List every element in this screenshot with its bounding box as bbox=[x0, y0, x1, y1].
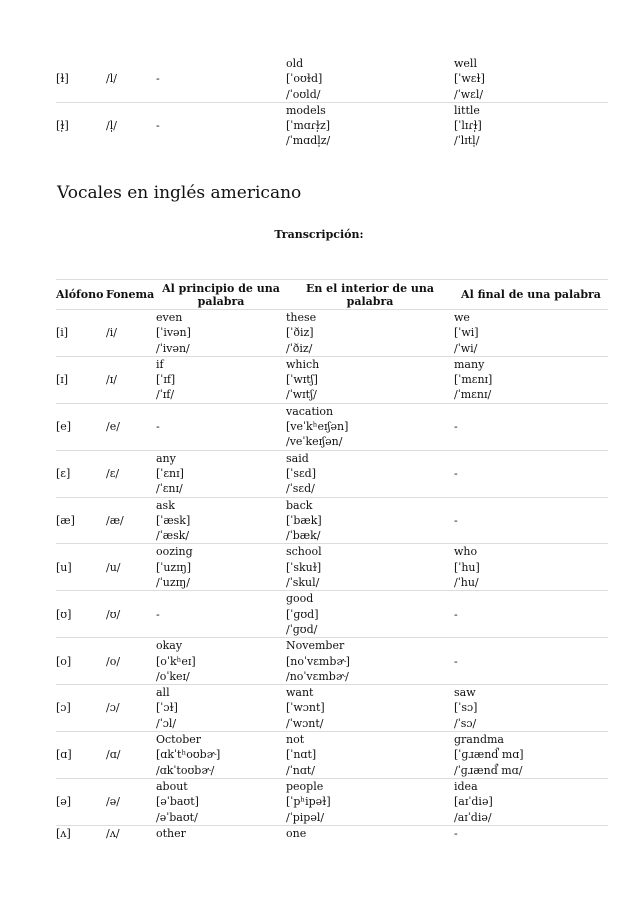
cell-line: [ˈhu] bbox=[454, 560, 480, 574]
cell-line: /ˈæsk/ bbox=[156, 529, 190, 543]
cell-line: - bbox=[454, 466, 458, 480]
cell-line: /ˈbæk/ bbox=[286, 529, 321, 543]
cell-line: [ˈɔɫ] bbox=[156, 701, 178, 715]
cell-text: /o/ bbox=[106, 654, 121, 668]
table-row bbox=[56, 732, 608, 779]
word-middle-cell bbox=[286, 310, 454, 357]
header-word-start: Al principio de una palabra bbox=[162, 281, 280, 308]
laterals-table-continuation bbox=[56, 56, 608, 149]
cell-line: - bbox=[156, 420, 160, 434]
phoneme-cell bbox=[106, 638, 156, 685]
cell-text: [o] bbox=[56, 654, 72, 668]
phoneme-cell bbox=[106, 778, 156, 825]
cell-line: /ˈsɛd/ bbox=[286, 482, 315, 496]
cell-text: [æ] bbox=[56, 513, 75, 527]
cell-line: /ɑkˈtoʊbɚ/ bbox=[156, 763, 215, 777]
cell-line: - bbox=[156, 607, 160, 621]
cell-line: /ˈɡʊd/ bbox=[286, 622, 318, 636]
cell-line: [ˈwɪtʃ] bbox=[286, 373, 318, 387]
cell-line: /ˈɪf/ bbox=[156, 388, 175, 402]
cell-line: these bbox=[286, 311, 317, 324]
cell-line: /ˈðiz/ bbox=[286, 341, 313, 355]
cell-text: /ɑ/ bbox=[106, 748, 121, 762]
cell-line: /ˈwɛl/ bbox=[454, 87, 484, 101]
phoneme-cell bbox=[106, 356, 156, 403]
word-end-cell bbox=[454, 732, 608, 779]
word-middle-cell bbox=[286, 356, 454, 403]
cell-line: [ˈbæk] bbox=[286, 513, 322, 527]
cell-line: /ˈɛnɪ/ bbox=[156, 482, 183, 496]
cell-line: /ˈuzɪŋ/ bbox=[156, 576, 190, 590]
header-word-end: Al final de una palabra bbox=[461, 288, 601, 301]
word-middle-cell bbox=[286, 403, 454, 450]
word-end-cell bbox=[454, 450, 608, 497]
word-start-cell bbox=[156, 356, 286, 403]
vowels-table-header bbox=[56, 280, 608, 310]
cell-line: [ˈwɛɫ] bbox=[454, 72, 485, 86]
cell-line: /veˈkeɪʃən/ bbox=[286, 435, 343, 449]
cell-line: /ˈɔl/ bbox=[156, 716, 177, 730]
cell-line: - bbox=[156, 72, 160, 86]
cell-line: [ˈoʊɫd] bbox=[286, 72, 323, 86]
cell-text: [ə] bbox=[56, 795, 72, 809]
cell-line: /ˈskul/ bbox=[286, 576, 320, 590]
word-end-cell bbox=[454, 638, 608, 685]
table-row bbox=[56, 450, 608, 497]
cell-line: well bbox=[454, 57, 477, 70]
cell-text: /ʊ/ bbox=[106, 607, 121, 621]
word-middle-cell bbox=[286, 497, 454, 544]
header-allophone: Alófono bbox=[56, 288, 104, 301]
cell-line: - bbox=[454, 826, 458, 840]
cell-line: - bbox=[454, 513, 458, 527]
word-start-cell bbox=[156, 544, 286, 591]
table-row bbox=[56, 356, 608, 403]
cell-line: [ˈlɪɾɫ̩] bbox=[454, 119, 482, 133]
allophone-cell bbox=[56, 356, 106, 403]
section-heading: Vocales en inglés americano bbox=[57, 183, 302, 203]
cell-line: /ˈwɪtʃ/ bbox=[286, 388, 317, 402]
allophone-cell bbox=[56, 102, 106, 148]
cell-line: [ɑkˈtʰoʊbɚ] bbox=[156, 748, 221, 762]
cell-text: [u] bbox=[56, 560, 72, 574]
cell-text: /ɛ/ bbox=[106, 466, 120, 480]
cell-line: [ˈɛnɪ] bbox=[156, 466, 184, 480]
cell-line: /ˈwɔnt/ bbox=[286, 716, 324, 730]
word-end-cell bbox=[454, 685, 608, 732]
word-middle-cell bbox=[286, 56, 454, 102]
phoneme-cell bbox=[106, 310, 156, 357]
word-start-cell bbox=[156, 732, 286, 779]
word-middle-cell bbox=[286, 102, 454, 148]
word-end-cell bbox=[454, 403, 608, 450]
cell-line: /noˈvɛmbɚ/ bbox=[286, 669, 349, 683]
cell-line: [ˈwi] bbox=[454, 326, 479, 340]
cell-line: [əˈbaʊt] bbox=[156, 795, 199, 809]
cell-line: other bbox=[156, 826, 186, 840]
word-start-cell bbox=[156, 778, 286, 825]
cell-line: oozing bbox=[156, 545, 193, 559]
cell-line: /ˈmɛnɪ/ bbox=[454, 388, 492, 402]
phoneme-cell bbox=[106, 56, 156, 102]
allophone-cell bbox=[56, 497, 106, 544]
cell-line: [ˈsɛd] bbox=[286, 466, 316, 480]
cell-line: want bbox=[286, 686, 314, 700]
cell-line: models bbox=[286, 103, 326, 117]
cell-line: [oˈkʰeɪ] bbox=[156, 654, 196, 668]
table-row bbox=[56, 825, 608, 841]
word-start-cell bbox=[156, 685, 286, 732]
table-row bbox=[56, 56, 608, 102]
cell-text: /ɪ/ bbox=[106, 373, 117, 387]
allophone-cell bbox=[56, 591, 106, 638]
cell-line: [ˈivən] bbox=[156, 326, 191, 340]
cell-line: - bbox=[454, 420, 458, 434]
cell-line: not bbox=[286, 733, 305, 747]
cell-line: [aɪˈdiə] bbox=[454, 795, 493, 809]
cell-line: [ˈɡɹænd̚ mɑ] bbox=[454, 748, 524, 762]
cell-text: /ʌ/ bbox=[106, 826, 120, 840]
cell-line: October bbox=[156, 733, 202, 747]
cell-line: /ˈmɑdl̩z/ bbox=[286, 134, 331, 148]
header-word-middle: En el interior de una palabra bbox=[305, 281, 435, 308]
cell-text: /e/ bbox=[106, 420, 120, 434]
word-end-cell bbox=[454, 102, 608, 148]
cell-line: /ˈnɑt/ bbox=[286, 763, 315, 777]
cell-line: [noˈvɛmbɚ] bbox=[286, 654, 350, 668]
cell-line: /oˈkeɪ/ bbox=[156, 669, 190, 683]
phoneme-cell bbox=[106, 685, 156, 732]
cell-line: any bbox=[156, 451, 176, 465]
cell-line: [ˈuzɪŋ] bbox=[156, 560, 192, 574]
phoneme-cell bbox=[106, 450, 156, 497]
cell-text: /u/ bbox=[106, 560, 121, 574]
cell-line: [ˈwɔnt] bbox=[286, 701, 325, 715]
cell-line: many bbox=[454, 357, 485, 371]
cell-text: [ɑ] bbox=[56, 748, 72, 762]
cell-line: ask bbox=[156, 498, 175, 512]
cell-line: back bbox=[286, 498, 313, 512]
cell-line: idea bbox=[454, 779, 478, 793]
word-middle-cell bbox=[286, 638, 454, 685]
word-start-cell bbox=[156, 825, 286, 841]
cell-line: November bbox=[286, 639, 345, 653]
cell-line: [ˈmɛnɪ] bbox=[454, 373, 493, 387]
word-start-cell bbox=[156, 403, 286, 450]
cell-line: school bbox=[286, 545, 322, 559]
cell-text: /l/ bbox=[106, 72, 117, 86]
phoneme-cell bbox=[106, 732, 156, 779]
word-middle-cell bbox=[286, 591, 454, 638]
phoneme-cell bbox=[106, 591, 156, 638]
cell-line: [ˈɡʊd] bbox=[286, 607, 319, 621]
table-row bbox=[56, 544, 608, 591]
cell-line: [ˈpʰipəɫ] bbox=[286, 795, 331, 809]
word-end-cell bbox=[454, 310, 608, 357]
word-middle-cell bbox=[286, 450, 454, 497]
allophone-cell bbox=[56, 638, 106, 685]
cell-line: [ˈskuɫ] bbox=[286, 560, 322, 574]
cell-line: good bbox=[286, 592, 314, 606]
phoneme-cell bbox=[106, 497, 156, 544]
word-middle-cell bbox=[286, 685, 454, 732]
cell-text: [ʊ] bbox=[56, 607, 72, 621]
cell-line: if bbox=[156, 357, 164, 371]
header-phoneme: Fonema bbox=[106, 288, 155, 301]
cell-line: [ˈðiz] bbox=[286, 326, 314, 340]
word-end-cell bbox=[454, 825, 608, 841]
word-middle-cell bbox=[286, 778, 454, 825]
cell-line: who bbox=[454, 545, 478, 559]
cell-line: /ˈwi/ bbox=[454, 341, 478, 355]
word-start-cell bbox=[156, 591, 286, 638]
cell-line: which bbox=[286, 357, 320, 371]
cell-line: we bbox=[454, 311, 470, 324]
table-row bbox=[56, 685, 608, 732]
cell-text: [ɔ] bbox=[56, 701, 71, 715]
cell-text: [i] bbox=[56, 326, 69, 340]
cell-line: /ˈhu/ bbox=[454, 576, 479, 590]
cell-text: [ɛ] bbox=[56, 466, 71, 480]
cell-line: /ˈpipəl/ bbox=[286, 810, 325, 824]
table-row bbox=[56, 497, 608, 544]
word-start-cell bbox=[156, 310, 286, 357]
word-start-cell bbox=[156, 56, 286, 102]
cell-text: [e] bbox=[56, 420, 72, 434]
cell-line: okay bbox=[156, 639, 183, 653]
cell-line: [ˈɪf] bbox=[156, 373, 176, 387]
allophone-cell bbox=[56, 825, 106, 841]
allophone-cell bbox=[56, 403, 106, 450]
cell-line: grandma bbox=[454, 733, 504, 747]
cell-line: about bbox=[156, 779, 188, 793]
allophone-cell bbox=[56, 450, 106, 497]
cell-line: /əˈbaʊt/ bbox=[156, 810, 198, 824]
cell-text: [ɪ] bbox=[56, 373, 69, 387]
word-end-cell bbox=[454, 544, 608, 591]
cell-text: /i/ bbox=[106, 326, 117, 340]
table-row bbox=[56, 102, 608, 148]
cell-line: all bbox=[156, 686, 170, 700]
cell-line: /ˈoʊld/ bbox=[286, 87, 321, 101]
cell-line: [ˈæsk] bbox=[156, 513, 191, 527]
cell-line: [ˈmɑɾɫ̩z] bbox=[286, 119, 331, 133]
cell-text: [ʌ] bbox=[56, 826, 71, 840]
word-end-cell bbox=[454, 56, 608, 102]
cell-line: old bbox=[286, 57, 304, 70]
allophone-cell bbox=[56, 732, 106, 779]
allophone-cell bbox=[56, 778, 106, 825]
table-row bbox=[56, 638, 608, 685]
cell-line: /ˈsɔ/ bbox=[454, 716, 477, 730]
table-row bbox=[56, 403, 608, 450]
cell-line: - bbox=[454, 654, 458, 668]
word-start-cell bbox=[156, 497, 286, 544]
cell-line: /aɪˈdiə/ bbox=[454, 810, 492, 824]
allophone-cell bbox=[56, 685, 106, 732]
table-row bbox=[56, 310, 608, 357]
cell-text: [ɫ] bbox=[56, 72, 69, 86]
table-row bbox=[56, 778, 608, 825]
cell-text: /æ/ bbox=[106, 513, 124, 527]
word-end-cell bbox=[454, 778, 608, 825]
cell-line: said bbox=[286, 451, 309, 465]
laterals-table-body bbox=[56, 56, 608, 149]
word-end-cell bbox=[454, 356, 608, 403]
phoneme-cell bbox=[106, 403, 156, 450]
word-end-cell bbox=[454, 497, 608, 544]
cell-line: vacation bbox=[286, 404, 334, 418]
phoneme-cell bbox=[106, 825, 156, 841]
cell-line: one bbox=[286, 826, 307, 840]
cell-line: /ˈlɪtl̩/ bbox=[454, 134, 480, 148]
word-start-cell bbox=[156, 638, 286, 685]
allophone-cell bbox=[56, 544, 106, 591]
word-middle-cell bbox=[286, 825, 454, 841]
cell-text: /l̩/ bbox=[106, 119, 117, 133]
cell-line: [veˈkʰeɪʃən] bbox=[286, 420, 349, 434]
cell-line: - bbox=[454, 607, 458, 621]
cell-text: /ɔ/ bbox=[106, 701, 120, 715]
cell-line: little bbox=[454, 103, 480, 117]
phoneme-cell bbox=[106, 544, 156, 591]
cell-line: [ˈsɔ] bbox=[454, 701, 478, 715]
cell-line: /ˈɡɹænd̚ mɑ/ bbox=[454, 763, 523, 777]
word-middle-cell bbox=[286, 544, 454, 591]
cell-line: even bbox=[156, 311, 183, 324]
cell-line: /ˈivən/ bbox=[156, 341, 190, 355]
phoneme-cell bbox=[106, 102, 156, 148]
word-start-cell bbox=[156, 450, 286, 497]
cell-line: [ˈnɑt] bbox=[286, 748, 317, 762]
cell-line: - bbox=[156, 119, 160, 133]
word-middle-cell bbox=[286, 732, 454, 779]
word-start-cell bbox=[156, 102, 286, 148]
vowels-table-body bbox=[56, 310, 608, 842]
cell-line: saw bbox=[454, 686, 476, 700]
cell-text: [ɫ̩] bbox=[56, 119, 69, 133]
cell-line: people bbox=[286, 779, 324, 793]
table-row bbox=[56, 591, 608, 638]
allophone-cell bbox=[56, 310, 106, 357]
transcription-label: Transcripción: bbox=[274, 228, 364, 241]
vowels-table bbox=[56, 279, 608, 841]
allophone-cell bbox=[56, 56, 106, 102]
word-end-cell bbox=[454, 591, 608, 638]
cell-text: /ə/ bbox=[106, 795, 120, 809]
